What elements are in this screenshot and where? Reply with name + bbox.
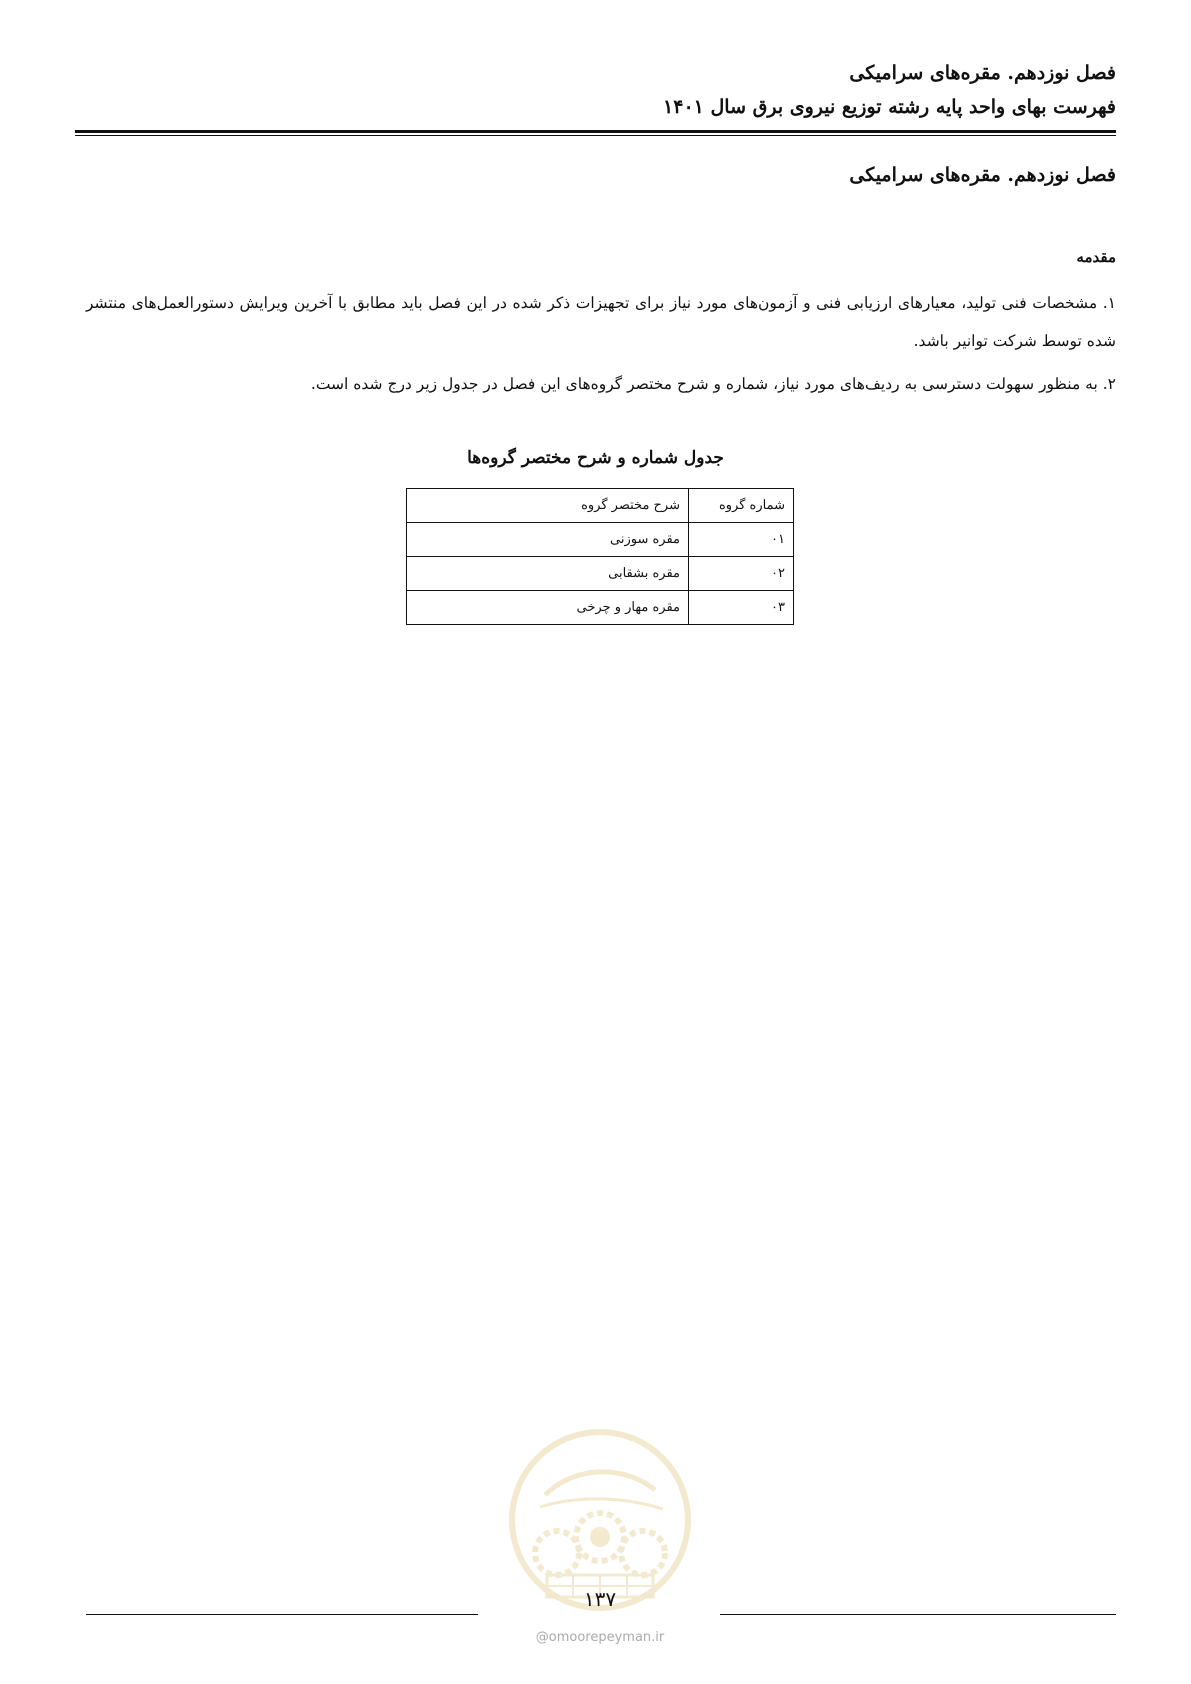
page-number: ۱۳۷ [583, 1587, 617, 1611]
groups-table [406, 488, 794, 625]
intro-heading: مقدمه [1076, 248, 1116, 266]
header-group-description: شرح مختصر گروه [407, 489, 689, 523]
footer-rule-left [86, 1614, 478, 1615]
header-rule-thick [75, 130, 1116, 133]
group-number: ۰۳ [689, 591, 794, 625]
intro-paragraph-1: ۱. مشخصات فنی تولید، معیارهای ارزیابی فنی و آزمون‌های مورد نیاز برای تجهیزات ذکر شده در این فصل باید مطابق با آخرین ویرایش دستورالعمل‌های منتشر شده توسط شرکت توانیر باشد. [86, 294, 1116, 350]
group-number: ۰۲ [689, 557, 794, 591]
header-chapter: فصل نوزدهم. مقره‌های سرامیکی [849, 62, 1116, 84]
page-header [75, 56, 1116, 124]
group-description: مقره سوزنی [407, 523, 689, 557]
group-number: ۰۱ [689, 523, 794, 557]
footer-rule-right [720, 1614, 1116, 1615]
watermark-website: @omoorepeyman.ir [535, 1630, 665, 1645]
header-group-number: شماره گروه [689, 489, 794, 523]
chapter-title: فصل نوزدهم. مقره‌های سرامیکی [849, 164, 1116, 186]
table-row [407, 523, 794, 557]
header-document-title: فهرست بهای واحد پایه رشته توزیع نیروی برق سال ۱۴۰۱ [663, 96, 1116, 118]
table-row [407, 591, 794, 625]
group-description: مقره بشقابی [407, 557, 689, 591]
table-header-row [407, 489, 794, 523]
intro-paragraph-2: ۲. به منظور سهولت دسترسی به ردیف‌های مورد نیاز، شماره و شرح مختصر گروه‌های این فصل در جدول زیر درج شده است. [310, 375, 1116, 393]
table-caption: جدول شماره و شرح مختصر گروه‌ها [467, 448, 724, 468]
header-rule-thin [75, 135, 1116, 136]
group-description: مقره مهار و چرخی [407, 591, 689, 625]
table-row [407, 557, 794, 591]
